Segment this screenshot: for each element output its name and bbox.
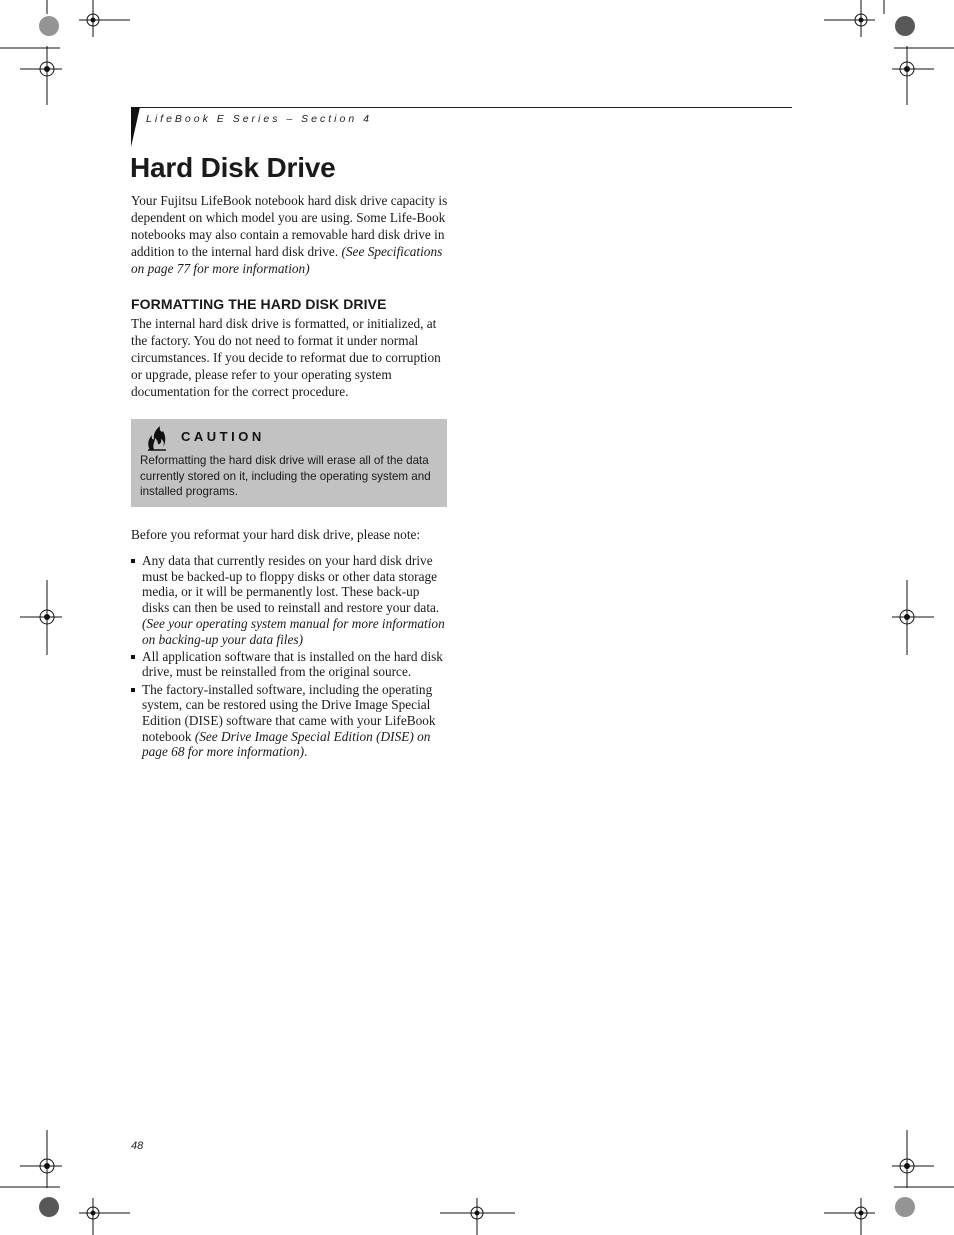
- header-wedge: [131, 107, 140, 147]
- section-heading: FORMATTING THE HARD DISK DRIVE: [131, 296, 387, 312]
- bullet-square-icon: [131, 559, 135, 563]
- list-item: Any data that currently resides on your hard disk drive must be backed-up to floppy disks or other data storage media, or it will be permanently lost. These back-up disks can then be used to reinstall and restore your data. (See your operating system manual for more information on backing-up your data files): [131, 553, 449, 647]
- flame-caution-icon: [145, 425, 169, 451]
- intro-text: Your Fujitsu LifeBook notebook hard disk drive capacity is dependent on which model you are using. Some Life-Book notebooks may also contain a removable hard disk drive in addition to the internal hard disk drive.: [131, 193, 448, 259]
- intro-note: (See Specifications on page 77 for more information): [131, 244, 443, 276]
- header-rule: [131, 107, 792, 108]
- running-head: LifeBook E Series – Section 4: [146, 113, 372, 125]
- section-body: The internal hard disk drive is formatted, or initialized, at the factory. You do not need to format it under normal circumstances. If you decide to reformat due to corruption or upgrade, please refer to your operating system documentation for the correct procedure.: [131, 316, 441, 399]
- caution-title: CAUTION: [181, 429, 265, 444]
- bullet-square-icon: [131, 655, 135, 659]
- caution-box: [131, 419, 447, 507]
- bullet-list: [131, 553, 449, 762]
- intro-paragraph: [131, 192, 451, 277]
- before-note: Before you reformat your hard disk drive, please note:: [131, 527, 421, 542]
- page-title: Hard Disk Drive: [130, 152, 336, 183]
- bullet-square-icon: [131, 688, 135, 692]
- page-number: 48: [131, 1140, 144, 1152]
- list-item: The factory-installed software, including the operating system, can be restored using the Drive Image Special Edition (DISE) software that came with your LifeBook notebook (See Drive Image Special Edition (DISE) on page 68 for more information).: [131, 682, 449, 761]
- caution-text: Reformatting the hard disk drive will erase all of the data currently stored on it, including the operating system and installed programs.: [140, 454, 431, 499]
- list-item: All application software that is installed on the hard disk drive, must be reinstalled from the original source.: [131, 649, 449, 680]
